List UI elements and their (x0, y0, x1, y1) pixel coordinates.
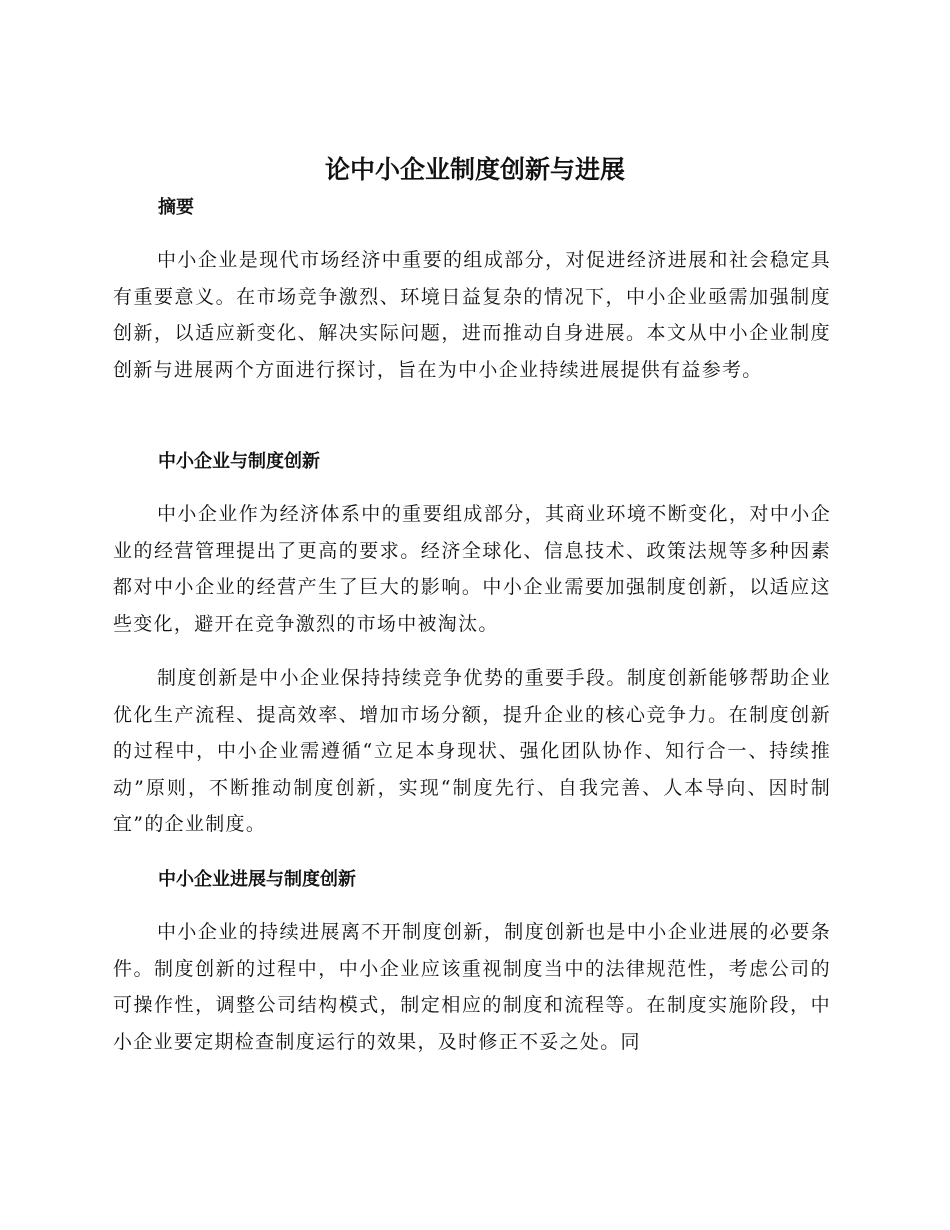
body-paragraph: 制度创新是中小企业保持持续竞争优势的重要手段。制度创新能够帮助企业优化生产流程、提高效率、增加市场分额，提升企业的核心竞争力。在制度创新的过程中，中小企业需遵循“立足本身现状、强化团队协作、知行合一、持续推动”原则，不断推动制度创新，实现“制度先行、自我完善、人本导向、因时制宜”的企业制度。 (113, 667, 831, 835)
body-paragraph: 中小企业的持续进展离不开制度创新，制度创新也是中小企业进展的必要条件。制度创新的过程中，中小企业应该重视制度当中的法律规范性，考虑公司的可操作性，调整公司结构模式，制定相应的制度和流程等。在制度实施阶段，中小企业要定期检查制度运行的效果，及时修正不妥之处。同 (113, 921, 831, 1053)
section-heading-sme-development: 中小企业进展与制度创新 (158, 869, 356, 890)
section-heading-abstract: 摘要 (158, 197, 194, 218)
document-title: 论中小企业制度创新与进展 (324, 155, 625, 184)
body-paragraph: 中小企业作为经济体系中的重要组成部分，其商业环境不断变化，对中小企业的经营管理提出了更高的要求。经济全球化、信息技术、政策法规等多种因素都对中小企业的经营产生了巨大的影响。中小企业需要加强制度创新，以适应这些变化，避开在竞争激烈的市场中被淘汰。 (113, 503, 831, 635)
section-heading-sme-innovation: 中小企业与制度创新 (158, 451, 320, 472)
abstract-paragraph: 中小企业是现代市场经济中重要的组成部分，对促进经济进展和社会稳定具有重要意义。在市场竞争激烈、环境日益复杂的情况下，中小企业亟需加强制度创新，以适应新变化、解决实际问题，进而推动自身进展。本文从中小企业制度创新与进展两个方面进行探讨，旨在为中小企业持续进展提供有益参考。 (113, 249, 831, 381)
